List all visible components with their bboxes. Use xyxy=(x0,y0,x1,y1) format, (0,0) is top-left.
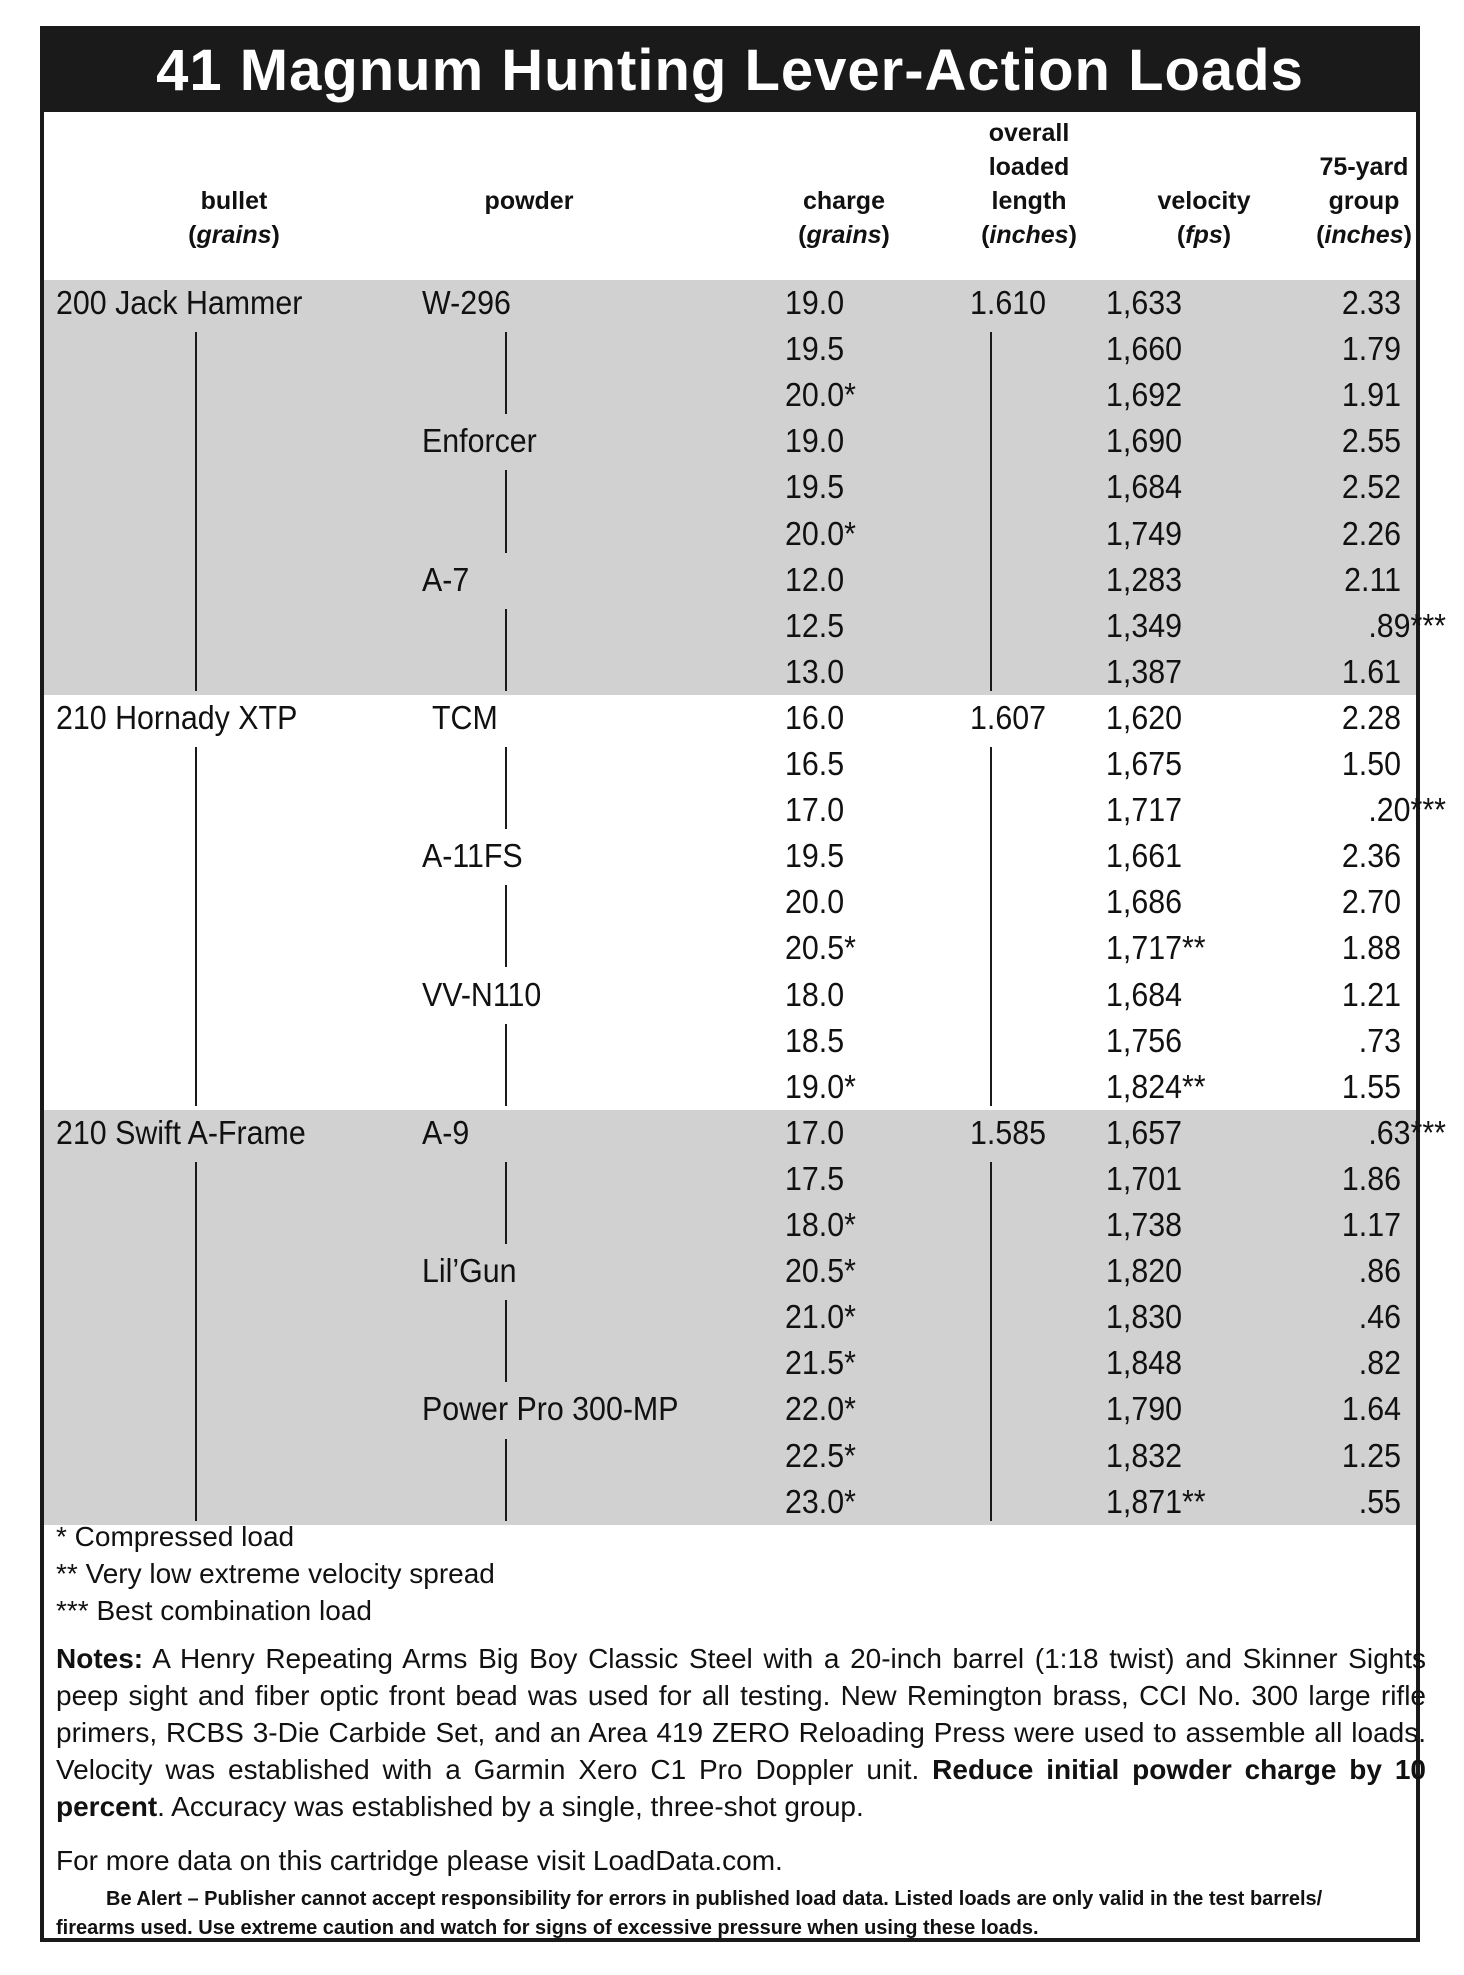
charge-value: 22.0* xyxy=(785,1390,856,1428)
more-data-link-text: For more data on this cartridge please visit LoadData.com. xyxy=(56,1845,783,1876)
bullet-name: 210 Swift A-Frame xyxy=(56,1113,306,1151)
velocity-value: 1,675 xyxy=(1106,745,1182,782)
header-bullet: bullet (grains) xyxy=(188,187,280,249)
header-overall-loaded-length: overall loaded length (inches) xyxy=(981,119,1077,249)
group-value: 1.50 xyxy=(1341,745,1401,782)
velocity-value: 1,824** xyxy=(1106,1067,1206,1105)
velocity-value: 1,701 xyxy=(1106,1159,1182,1197)
powder-ditto-line xyxy=(505,470,507,552)
footnote-best-load: *** Best combination load xyxy=(56,1595,372,1626)
charge-value: 20.5* xyxy=(785,1252,856,1290)
velocity-value: 1,832 xyxy=(1106,1436,1182,1474)
velocity-value: 1,749 xyxy=(1106,514,1182,552)
header-velocity: velocity (fps) xyxy=(1157,187,1251,249)
charge-value: 19.0* xyxy=(785,1067,856,1105)
group-value: 2.11 xyxy=(1344,560,1401,598)
powder-ditto-line xyxy=(505,1024,507,1106)
velocity-value: 1,690 xyxy=(1106,422,1182,460)
powder-ditto-line xyxy=(505,609,507,691)
group-value: 2.33 xyxy=(1341,284,1401,321)
charge-value: 18.0 xyxy=(785,975,845,1013)
velocity-value: 1,830 xyxy=(1106,1298,1182,1336)
powder-name: TCM xyxy=(432,698,498,736)
header-group: 75-yard group (inches) xyxy=(1316,153,1412,249)
group-value: 2.70 xyxy=(1341,883,1401,921)
powder-name: A-7 xyxy=(422,560,470,598)
powder-name: Enforcer xyxy=(422,422,537,460)
group-value: 2.52 xyxy=(1341,468,1401,506)
charge-value: 16.5 xyxy=(785,745,845,782)
group-value: .89*** xyxy=(1368,606,1446,644)
powder-name: W-296 xyxy=(422,284,511,321)
charge-value: 21.0* xyxy=(785,1298,856,1336)
velocity-value: 1,790 xyxy=(1106,1390,1182,1428)
powder-ditto-line xyxy=(505,747,507,829)
velocity-value: 1,686 xyxy=(1106,883,1182,921)
velocity-value: 1,848 xyxy=(1106,1344,1182,1382)
header-powder: powder xyxy=(484,187,574,215)
powder-ditto-line xyxy=(505,332,507,414)
charge-value: 20.0* xyxy=(785,514,856,552)
group-value: 2.55 xyxy=(1341,422,1401,460)
charge-value: 19.0 xyxy=(785,284,845,321)
velocity-value: 1,349 xyxy=(1106,606,1182,644)
charge-value: 17.0 xyxy=(785,791,845,829)
notes-tail: . Accuracy was established by a single, three-shot group. xyxy=(157,1791,864,1822)
bullet-name: 210 Hornady XTP xyxy=(56,698,298,736)
header-charge: charge (grains) xyxy=(798,187,890,249)
velocity-value: 1,717** xyxy=(1106,929,1206,967)
group-value: 1.55 xyxy=(1341,1067,1401,1105)
group-value: 1.17 xyxy=(1341,1206,1401,1243)
charge-value: 20.0 xyxy=(785,883,845,921)
powder-ditto-line xyxy=(505,885,507,967)
powder-name: VV-N110 xyxy=(422,975,542,1013)
notes-warning: Reduce initial powder charge by 10 percent xyxy=(56,1754,1426,1822)
velocity-value: 1,717 xyxy=(1106,791,1182,829)
powder-ditto-line xyxy=(505,1162,507,1244)
overall-length: 1.607 xyxy=(970,698,1046,736)
charge-value: 20.0* xyxy=(785,376,856,414)
load-data-table-frame xyxy=(40,26,1446,1942)
velocity-value: 1,633 xyxy=(1106,284,1182,321)
group-value: 1.61 xyxy=(1341,652,1401,690)
oal-ditto-line xyxy=(990,747,992,1106)
overall-length: 1.585 xyxy=(970,1113,1046,1151)
group-value: 1.91 xyxy=(1341,376,1401,414)
velocity-value: 1,620 xyxy=(1106,698,1182,736)
bullet-name: 200 Jack Hammer xyxy=(56,284,303,321)
bullet-ditto-line xyxy=(195,1162,197,1521)
bullet-ditto-line xyxy=(195,747,197,1106)
group-value: .55 xyxy=(1358,1482,1401,1520)
powder-name: Power Pro 300-MP xyxy=(422,1390,679,1428)
group-value: .20*** xyxy=(1368,791,1446,829)
group-value: .63*** xyxy=(1368,1113,1446,1151)
group-value: 1.79 xyxy=(1341,330,1401,368)
charge-value: 13.0 xyxy=(785,652,845,690)
velocity-value: 1,387 xyxy=(1106,652,1182,690)
velocity-value: 1,756 xyxy=(1106,1021,1182,1059)
powder-name: A-11FS xyxy=(422,837,523,875)
charge-value: 20.5* xyxy=(785,929,856,967)
velocity-value: 1,661 xyxy=(1106,837,1182,875)
charge-value: 19.5 xyxy=(785,330,845,368)
alert-disclaimer: Be Alert – Publisher cannot accept responsibility for errors in published load data. Listed loads are only valid in the test barrels/ firearms used. Use extreme caution and watch for signs of excessive pressure when using these loads. xyxy=(56,1888,1323,1939)
page-title: 41 Magnum Hunting Lever-Action Loads xyxy=(44,30,1416,112)
charge-value: 19.0 xyxy=(785,422,845,460)
group-value: 1.88 xyxy=(1341,929,1401,967)
group-shading xyxy=(44,280,1416,695)
charge-value: 16.0 xyxy=(785,698,845,736)
charge-value: 21.5* xyxy=(785,1344,856,1382)
group-value: 1.25 xyxy=(1341,1436,1401,1474)
notes-paragraph xyxy=(56,1640,1426,1825)
charge-value: 12.0 xyxy=(785,560,845,598)
velocity-value: 1,738 xyxy=(1106,1206,1182,1243)
velocity-value: 1,692 xyxy=(1106,376,1182,414)
powder-ditto-line xyxy=(505,1300,507,1382)
oal-ditto-line xyxy=(990,332,992,691)
velocity-value: 1,660 xyxy=(1106,330,1182,368)
footnote-compressed: * Compressed load xyxy=(56,1521,295,1552)
velocity-value: 1,820 xyxy=(1106,1252,1182,1290)
group-value: .86 xyxy=(1358,1252,1401,1290)
velocity-value: 1,657 xyxy=(1106,1113,1182,1151)
charge-value: 17.0 xyxy=(785,1113,845,1151)
group-value: 2.26 xyxy=(1341,514,1401,552)
velocity-value: 1,871** xyxy=(1106,1482,1206,1520)
charge-value: 17.5 xyxy=(785,1159,845,1197)
powder-name: Lil’Gun xyxy=(422,1252,517,1290)
powder-ditto-line xyxy=(505,1439,507,1521)
charge-value: 19.5 xyxy=(785,837,845,875)
charge-value: 18.5 xyxy=(785,1021,845,1059)
notes-text: A Henry Repeating Arms Big Boy Classic Steel with a 20-inch barrel (1:18 twist) and Skinner Sights peep sight and fiber optic front bead was used for all testing. New Remington brass, CCI No. 300 large rifle primers, RCBS 3-Die Carbide Set, and an Area 419 ZERO Reloading Press were used to assemble all loads. Velocity was established with a Garmin Xero C1 Pro Doppler unit. xyxy=(56,1643,1426,1785)
group-value: 1.21 xyxy=(1341,975,1401,1013)
group-value: .46 xyxy=(1358,1298,1401,1336)
velocity-value: 1,283 xyxy=(1106,560,1182,598)
charge-value: 18.0* xyxy=(785,1206,856,1243)
charge-value: 12.5 xyxy=(785,606,845,644)
powder-name: A-9 xyxy=(422,1113,470,1151)
footnote-velocity-spread: ** Very low extreme velocity spread xyxy=(56,1558,495,1589)
velocity-value: 1,684 xyxy=(1106,468,1182,506)
group-value: 2.36 xyxy=(1341,837,1401,875)
group-value: 1.64 xyxy=(1341,1390,1401,1428)
overall-length: 1.610 xyxy=(970,284,1046,321)
velocity-value: 1,684 xyxy=(1106,975,1182,1013)
group-value: .73 xyxy=(1358,1021,1401,1059)
group-value: .82 xyxy=(1358,1344,1401,1382)
bullet-ditto-line xyxy=(195,332,197,691)
group-value: 1.86 xyxy=(1341,1159,1401,1197)
charge-value: 19.5 xyxy=(785,468,845,506)
oal-ditto-line xyxy=(990,1162,992,1521)
notes-label: Notes: xyxy=(56,1643,144,1674)
charge-value: 22.5* xyxy=(785,1436,856,1474)
group-value: 2.28 xyxy=(1341,698,1401,736)
charge-value: 23.0* xyxy=(785,1482,856,1520)
group-shading xyxy=(44,1110,1416,1525)
